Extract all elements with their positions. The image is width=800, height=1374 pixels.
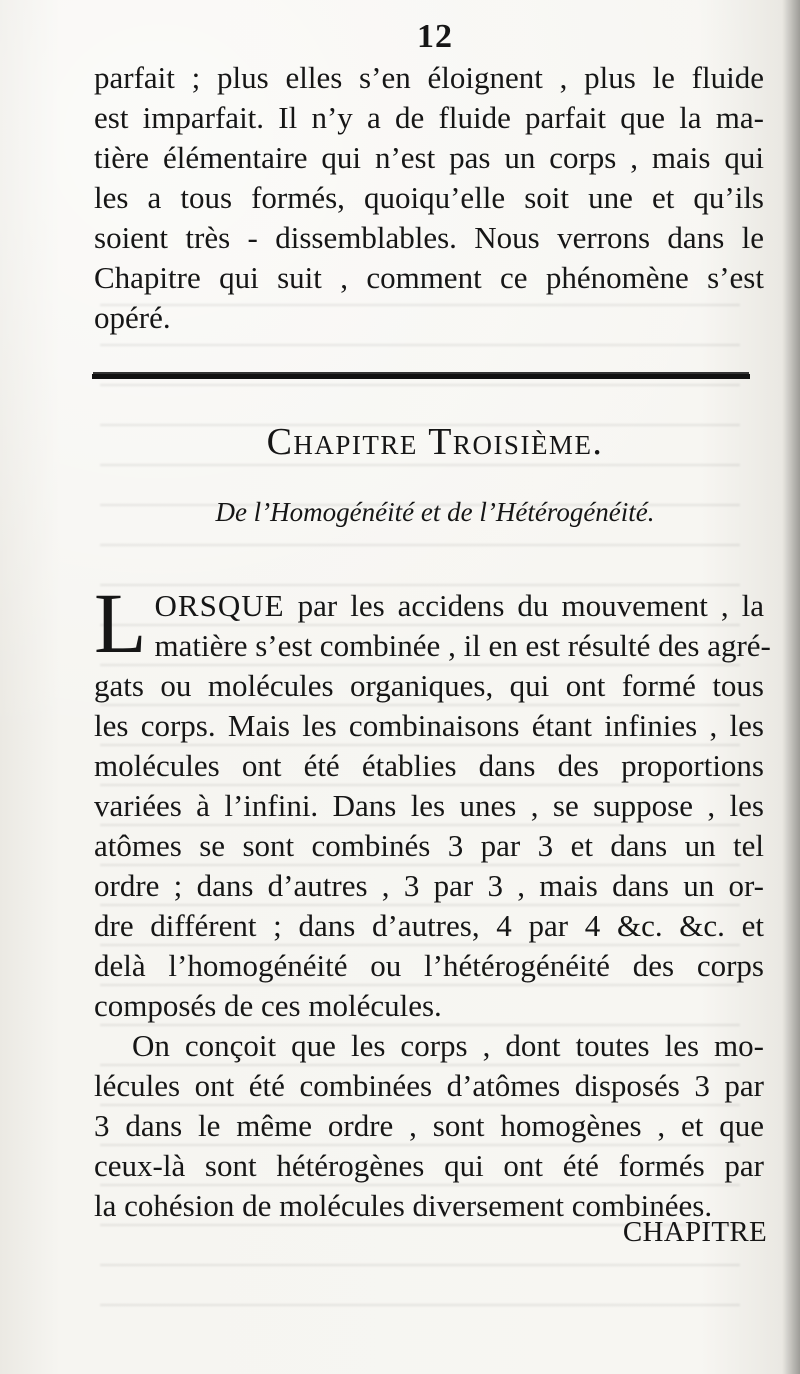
text-line: atômes se sont combinés 3 par 3 et dans un tel [94, 828, 764, 863]
page-number: 12 [417, 18, 453, 55]
text-line: molécules ont été établies dans des proportions [94, 748, 764, 783]
top-paragraph [94, 58, 764, 338]
chapter-subtitle: De l’Homogénéité et de l’Hétérogénéité. [215, 497, 655, 527]
body-paragraph-1 [94, 575, 771, 1026]
text-line: ceux-là sont hétérogènes qui ont été formés par [94, 1148, 764, 1183]
drop-cap: L [94, 575, 147, 671]
chapter-title: Chapitre Troisième. [266, 421, 604, 463]
text-line: soient très - dissemblables. Nous verrons dans le [94, 220, 764, 255]
text-line: les a tous formés, quoiqu’elle soit une et qu’ils [94, 180, 764, 215]
lead-word: ORSQUE [154, 588, 285, 623]
text-line: par les accidens du mouvement , la [284, 588, 764, 623]
page-edge-shadow [782, 0, 800, 1374]
text-line: lécules ont été combinées d’atômes disposés 3 par [94, 1068, 764, 1103]
text-line: parfait ; plus elles s’en éloignent , plus le fluide [94, 60, 764, 95]
text-line: tière élémentaire qui n’est pas un corps , mais qui [94, 140, 764, 175]
text-line: Chapitre qui suit , comment ce phénomène s’est [94, 260, 764, 295]
text-line: ordre ; dans d’autres , 3 par 3 , mais dans un or- [94, 868, 764, 903]
body-paragraph-2 [94, 1026, 764, 1226]
text-line: matière s’est combinée , il en est résulté des agré- [154, 628, 771, 663]
text-line: composés de ces molécules. [94, 988, 442, 1023]
text-line: est imparfait. Il n’y a de fluide parfait que la ma- [94, 100, 764, 135]
text-line: la cohésion de molécules diversement combinées. [94, 1188, 713, 1223]
text-line: 3 dans le même ordre , sont homogènes , et que [94, 1108, 764, 1143]
text-line: delà l’homogénéité ou l’hétérogénéité des corps [94, 948, 764, 983]
text-line: dre différent ; dans d’autres, 4 par 4 &c. &c. et [94, 908, 764, 943]
text-line: variées à l’infini. Dans les unes , se suppose , les [94, 788, 764, 823]
text-line: les corps. Mais les combinaisons étant infinies , les [94, 708, 764, 743]
text-line: opéré. [94, 300, 171, 335]
section-rule [92, 374, 750, 379]
text-line: gats ou molécules organiques, qui ont formé tous [94, 668, 764, 703]
catchword: CHAPITRE [622, 1216, 767, 1248]
text-line: On conçoit que les corps , dont toutes les mo- [132, 1028, 764, 1063]
